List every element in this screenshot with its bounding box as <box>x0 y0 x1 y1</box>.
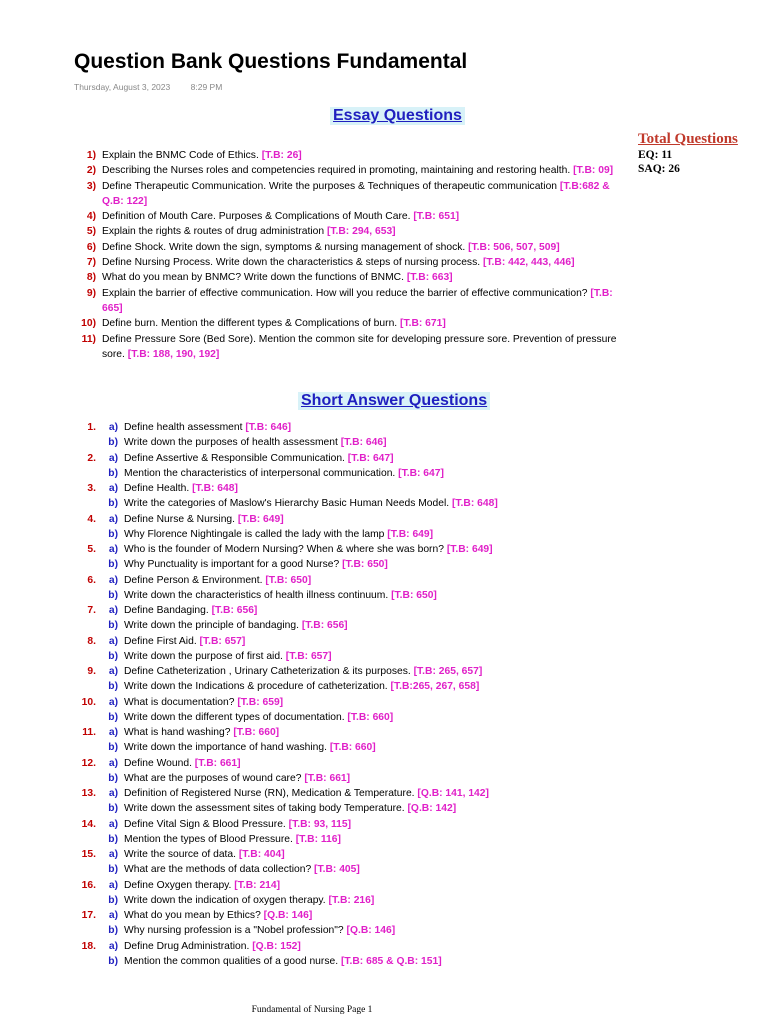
short-question-part-b <box>70 649 630 664</box>
essay-question <box>70 270 630 285</box>
subpart-label: a) <box>108 544 118 555</box>
subpart-label: a) <box>108 849 118 860</box>
question-body: Definition of Mouth Care. Purposes & Complications of Mouth Care. <box>102 211 414 223</box>
reference-badge: [T.B: 660] <box>233 727 280 738</box>
reference-badge: [T.B: 661] <box>194 757 241 769</box>
subpart-label: b) <box>108 803 118 815</box>
question-number: 2) <box>86 165 96 177</box>
page-title: Question Bank Questions Fundamental <box>74 50 468 73</box>
question-number-blank <box>70 893 96 908</box>
reference-badge: [T.B: 647] <box>398 467 444 479</box>
question-number-blank <box>70 466 96 481</box>
question-text <box>118 542 493 557</box>
subpart-label: b) <box>108 711 118 723</box>
subpart-label: a) <box>108 513 118 525</box>
short-question-part-b <box>70 588 630 603</box>
question-number: 6. <box>87 574 96 586</box>
subpart-label: b) <box>108 864 118 876</box>
short-question-part-a <box>70 847 630 862</box>
subpart-label: b) <box>108 589 118 601</box>
question-number-blank <box>70 771 96 786</box>
question-body: Write down the Indications & procedure of catheterization. <box>124 681 391 693</box>
reference-badge: [T.B: 216] <box>328 894 375 906</box>
essay-question <box>70 209 630 224</box>
subpart-label: b) <box>108 925 118 937</box>
reference-badge: [T.B: 650] <box>342 559 388 571</box>
short-question-part-b <box>70 557 630 572</box>
question-number: 7. <box>87 605 96 616</box>
question-number: 9) <box>86 287 96 299</box>
reference-badge: [Q.B: 146] <box>263 910 313 921</box>
short-question-part-a <box>70 786 630 801</box>
question-number-blank <box>70 496 96 511</box>
short-answer-questions-list <box>70 420 630 969</box>
reference-badge: [T.B: 649] <box>446 544 493 555</box>
short-question-part-a <box>70 451 630 466</box>
question-text <box>118 771 350 786</box>
short-question-part-b <box>70 740 630 755</box>
question-body: Define First Aid. <box>124 635 200 647</box>
reference-badge: [T.B: 650] <box>265 574 312 586</box>
essay-question <box>70 286 630 317</box>
reference-badge: [T.B: 663] <box>406 272 453 284</box>
question-text <box>118 603 257 618</box>
question-body: Why Florence Nightingale is called the lady with the lamp <box>124 528 388 540</box>
subpart-label: a) <box>108 483 118 494</box>
short-question-part-a <box>70 725 630 740</box>
short-question-part-b <box>70 527 630 542</box>
subpart-label: b) <box>108 833 118 845</box>
subpart-label: a) <box>108 574 118 586</box>
question-number-blank <box>70 923 96 938</box>
question-number-blank <box>70 954 96 969</box>
question-body: Explain the barrier of effective communication. How will you reduce the barrier of effective communication? <box>102 287 591 299</box>
question-text <box>118 679 479 694</box>
reference-badge: [T.B: 26] <box>261 150 302 161</box>
question-body: What is documentation? <box>124 696 238 708</box>
subpart-label: a) <box>108 422 118 433</box>
question-text <box>118 695 283 710</box>
reference-badge: [T.B: 188, 190, 192] <box>127 348 220 360</box>
question-text <box>118 862 360 877</box>
reference-badge: [T.B: 214] <box>234 879 281 891</box>
short-question-part-a <box>70 908 630 923</box>
question-text <box>118 908 312 923</box>
subpart-label: a) <box>108 605 118 616</box>
short-question-part-b <box>70 466 630 481</box>
question-body: Write down the characteristics of health illness continuum. <box>124 589 392 601</box>
question-body: Explain the rights & routes of drug administration <box>102 226 327 238</box>
question-number: 1) <box>86 150 96 161</box>
question-body: Write down the indication of oxygen therapy. <box>124 894 329 906</box>
totals-eq: EQ: 11 <box>638 149 673 161</box>
reference-badge: [T.B: 506, 507, 509] <box>468 241 560 253</box>
page-metadata <box>74 82 222 92</box>
reference-badge: [T.B:682 & Q.B: 122] <box>102 180 610 207</box>
essay-question <box>70 224 630 239</box>
question-body: Write down the different types of documentation. <box>124 711 348 723</box>
subpart-label: b) <box>108 955 118 967</box>
question-number-blank <box>70 679 96 694</box>
essay-heading: Essay Questions <box>330 107 465 125</box>
question-body: Why Punctuality is important for a good Nurse? <box>124 559 343 571</box>
essay-question <box>70 316 630 331</box>
question-text <box>118 725 279 740</box>
reference-badge: [T.B: 671] <box>400 318 446 330</box>
question-number: 15. <box>81 849 96 860</box>
subpart-label: a) <box>108 818 118 830</box>
question-text <box>118 801 456 816</box>
short-question-part-a <box>70 939 630 954</box>
question-text <box>118 420 291 435</box>
question-body: Mention the common qualities of a good nurse. <box>124 955 341 967</box>
question-number-blank <box>70 557 96 572</box>
question-text <box>96 316 630 331</box>
question-text <box>118 466 444 481</box>
short-question-part-b <box>70 832 630 847</box>
question-number: 3) <box>86 180 96 192</box>
question-number: 1. <box>87 422 96 433</box>
short-question-part-a <box>70 634 630 649</box>
question-text <box>118 618 348 633</box>
reference-badge: [T.B: 660] <box>329 742 376 754</box>
subpart-label: a) <box>108 727 118 738</box>
question-body: Define burn. Mention the different types & Complications of burn. <box>102 318 401 330</box>
subpart-label: a) <box>108 666 118 677</box>
question-body: Definition of Registered Nurse (RN), Medication & Temperature. <box>124 788 418 799</box>
page-footer: Fundamental of Nursing Page 1 <box>251 1005 373 1015</box>
question-body: Define Shock. Write down the sign, symptoms & nursing management of shock. <box>102 241 469 253</box>
question-body: What do you mean by Ethics? <box>124 910 264 921</box>
reference-badge: [T.B: 09] <box>573 165 614 177</box>
question-number-blank <box>70 862 96 877</box>
question-body: Define Nurse & Nursing. <box>124 513 238 525</box>
question-number-blank <box>70 649 96 664</box>
reference-badge: [T.B: 657] <box>285 650 332 662</box>
question-body: Describing the Nurses roles and competencies required in promoting, maintaining and restoring health. <box>102 165 574 177</box>
question-text <box>118 557 388 572</box>
short-question-part-b <box>70 923 630 938</box>
subpart-label: a) <box>108 910 118 921</box>
subpart-label: b) <box>108 528 118 540</box>
subpart-label: b) <box>108 620 118 632</box>
question-text <box>96 255 630 270</box>
reference-badge: [T.B: 647] <box>347 452 394 464</box>
subpart-label: b) <box>108 894 118 906</box>
question-number: 12. <box>81 757 96 769</box>
reference-badge: [T.B: 665] <box>102 287 613 314</box>
question-body: Write down the purposes of health assessment <box>124 437 341 449</box>
question-body: Why nursing profession is a "Nobel profession"? <box>124 925 347 937</box>
subpart-label: b) <box>108 467 118 479</box>
question-number-blank <box>70 801 96 816</box>
question-body: Define Assertive & Responsible Communication. <box>124 452 348 464</box>
short-question-part-b <box>70 679 630 694</box>
question-body: Write the categories of Maslow's Hierarchy Basic Human Needs Model. <box>124 498 452 510</box>
essay-question <box>70 240 630 255</box>
short-question-part-b <box>70 771 630 786</box>
question-body: Define Pressure Sore (Bed Sore). Mention the common site for developing pressure sore. Prevention of pressure sore. <box>102 333 617 360</box>
question-body: Define Person & Environment. <box>124 574 266 586</box>
question-body: Write the source of data. <box>124 849 239 860</box>
question-body: Define Therapeutic Communication. Write the purposes & Techniques of therapeutic communication <box>102 180 560 192</box>
reference-badge: [Q.B: 152] <box>252 940 301 952</box>
question-text <box>118 923 395 938</box>
question-text <box>96 270 630 285</box>
question-text <box>118 832 341 847</box>
short-question-part-a <box>70 481 630 496</box>
essay-question <box>70 148 630 163</box>
question-body: What do you mean by BNMC? Write down the functions of BNMC. <box>102 272 407 284</box>
question-text <box>118 512 284 527</box>
essay-question <box>70 255 630 270</box>
reference-badge: [T.B: 294, 653] <box>326 226 396 238</box>
question-text <box>118 710 393 725</box>
subpart-label: b) <box>108 437 118 449</box>
question-text <box>118 878 280 893</box>
question-text <box>118 740 376 755</box>
reference-badge: [Q.B: 146] <box>346 925 396 937</box>
short-question-part-a <box>70 817 630 832</box>
short-question-part-a <box>70 695 630 710</box>
page-time: 8:29 PM <box>190 82 223 92</box>
question-text <box>118 954 442 969</box>
question-body: Define Nursing Process. Write down the characteristics & steps of nursing process. <box>102 257 483 269</box>
question-number-blank <box>70 740 96 755</box>
question-number: 2. <box>87 452 96 464</box>
question-text <box>118 435 387 450</box>
question-body: Write down the assessment sites of taking body Temperature. <box>124 803 408 815</box>
question-text <box>118 451 394 466</box>
reference-badge: [T.B: 650] <box>391 589 437 601</box>
question-text <box>96 240 630 255</box>
question-text <box>118 527 433 542</box>
subpart-label: b) <box>108 681 118 693</box>
question-body: Define Health. <box>124 483 193 494</box>
short-question-part-b <box>70 496 630 511</box>
reference-badge: [T.B: 657] <box>199 635 246 647</box>
short-question-part-b <box>70 954 630 969</box>
question-number: 10) <box>81 318 96 330</box>
reference-badge: [Q.B: 142] <box>407 803 457 815</box>
question-number-blank <box>70 527 96 542</box>
reference-badge: [Q.B: 141, 142] <box>417 788 489 799</box>
essay-question <box>70 332 630 363</box>
question-body: Define Bandaging. <box>124 605 212 616</box>
question-body: What are the purposes of wound care? <box>124 772 305 784</box>
question-number: 4) <box>86 211 96 223</box>
question-body: Define Drug Administration. <box>124 940 253 952</box>
question-number: 6) <box>86 241 96 253</box>
short-question-part-b <box>70 862 630 877</box>
question-number: 16. <box>81 879 96 891</box>
question-text <box>118 939 301 954</box>
reference-badge: [T.B: 646] <box>245 422 292 433</box>
question-number: 8) <box>86 272 96 284</box>
question-text <box>118 817 351 832</box>
question-body: Write down the purpose of first aid. <box>124 650 286 662</box>
page-date: Thursday, August 3, 2023 <box>74 82 171 92</box>
reference-badge: [T.B: 656] <box>211 605 258 616</box>
reference-badge: [T.B:265, 267, 658] <box>390 681 480 693</box>
reference-badge: [T.B: 661] <box>304 772 351 784</box>
question-text <box>96 286 630 317</box>
question-text <box>118 573 311 588</box>
question-number: 17. <box>81 910 96 921</box>
subpart-label: b) <box>108 772 118 784</box>
question-text <box>96 179 630 210</box>
reference-badge: [T.B: 685 & Q.B: 151] <box>340 955 442 967</box>
reference-badge: [T.B: 405] <box>314 864 360 876</box>
question-text <box>118 786 489 801</box>
question-number-blank <box>70 710 96 725</box>
reference-badge: [T.B: 651] <box>413 211 460 223</box>
question-number: 11. <box>82 727 96 738</box>
question-number: 14. <box>81 818 96 830</box>
question-text <box>118 588 437 603</box>
question-text <box>118 634 245 649</box>
question-text <box>118 756 241 771</box>
subpart-label: b) <box>108 559 118 571</box>
short-question-part-a <box>70 756 630 771</box>
short-question-part-a <box>70 420 630 435</box>
reference-badge: [T.B: 93, 115] <box>288 818 352 830</box>
question-number: 13. <box>81 788 96 799</box>
question-text <box>96 148 630 163</box>
question-body: Define Vital Sign & Blood Pressure. <box>124 818 289 830</box>
short-question-part-a <box>70 878 630 893</box>
subpart-label: a) <box>108 635 118 647</box>
question-body: Define Wound. <box>124 757 195 769</box>
reference-badge: [T.B: 116] <box>295 833 341 845</box>
totals-title: Total Questions <box>638 131 738 147</box>
totals-box <box>638 131 738 176</box>
reference-badge: [T.B: 442, 443, 446] <box>482 257 575 269</box>
subpart-label: a) <box>108 879 118 891</box>
question-number-blank <box>70 588 96 603</box>
subpart-label: a) <box>108 788 118 799</box>
short-question-part-b <box>70 435 630 450</box>
question-number-blank <box>70 435 96 450</box>
subpart-label: b) <box>108 742 118 754</box>
short-question-part-a <box>70 573 630 588</box>
question-body: Define health assessment <box>124 422 246 433</box>
question-body: Define Catheterization , Urinary Catheterization & its purposes. <box>124 666 414 677</box>
essay-question <box>70 163 630 178</box>
reference-badge: [T.B: 646] <box>340 437 387 449</box>
question-number-blank <box>70 618 96 633</box>
reference-badge: [T.B: 659] <box>237 696 284 708</box>
question-number: 5) <box>86 226 96 238</box>
essay-questions-list <box>70 148 630 362</box>
reference-badge: [T.B: 649] <box>387 528 434 540</box>
question-text <box>96 163 630 178</box>
question-number: 9. <box>87 666 96 677</box>
totals-saq: SAQ: 26 <box>638 163 680 175</box>
question-body: Define Oxygen therapy. <box>124 879 235 891</box>
reference-badge: [T.B: 660] <box>347 711 394 723</box>
question-text <box>96 224 630 239</box>
essay-question <box>70 179 630 210</box>
question-body: Who is the founder of Modern Nursing? When & where she was born? <box>124 544 447 555</box>
question-body: What are the methods of data collection? <box>124 864 315 876</box>
reference-badge: [T.B: 404] <box>238 849 285 860</box>
question-number: 4. <box>87 513 96 525</box>
reference-badge: [T.B: 648] <box>192 483 238 494</box>
short-question-part-b <box>70 893 630 908</box>
question-number: 7) <box>86 257 96 269</box>
question-body: Write down the principle of bandaging. <box>124 620 302 632</box>
question-text <box>118 893 374 908</box>
short-question-part-b <box>70 710 630 725</box>
question-number: 18. <box>81 940 96 952</box>
question-number: 11) <box>81 333 96 345</box>
question-number: 3. <box>87 483 96 494</box>
short-question-part-b <box>70 618 630 633</box>
subpart-label: a) <box>108 452 118 464</box>
question-text <box>118 847 285 862</box>
question-number: 8. <box>87 635 96 647</box>
question-text <box>118 649 332 664</box>
subpart-label: b) <box>108 498 118 510</box>
question-number: 10. <box>81 696 96 708</box>
reference-badge: [T.B: 648] <box>451 498 498 510</box>
reference-badge: [T.B: 265, 657] <box>413 666 483 677</box>
short-question-part-a <box>70 542 630 557</box>
question-number-blank <box>70 832 96 847</box>
subpart-label: a) <box>108 757 118 769</box>
question-number: 5. <box>87 544 96 555</box>
short-question-part-b <box>70 801 630 816</box>
question-body: Mention the types of Blood Pressure. <box>124 833 296 845</box>
question-text <box>96 332 630 363</box>
subpart-label: b) <box>108 650 118 662</box>
subpart-label: a) <box>108 940 118 952</box>
question-text <box>118 481 238 496</box>
question-text <box>96 209 630 224</box>
question-text <box>118 664 482 679</box>
saq-heading: Short Answer Questions <box>298 392 490 410</box>
question-body: Write down the importance of hand washing. <box>124 742 330 754</box>
question-body: What is hand washing? <box>124 727 234 738</box>
short-question-part-a <box>70 664 630 679</box>
subpart-label: a) <box>108 696 118 708</box>
reference-badge: [T.B: 649] <box>237 513 284 525</box>
question-text <box>118 496 498 511</box>
short-question-part-a <box>70 603 630 618</box>
short-question-part-a <box>70 512 630 527</box>
reference-badge: [T.B: 656] <box>301 620 348 632</box>
question-body: Mention the characteristics of interpersonal communication. <box>124 467 399 479</box>
question-body: Explain the BNMC Code of Ethics. <box>102 150 262 161</box>
